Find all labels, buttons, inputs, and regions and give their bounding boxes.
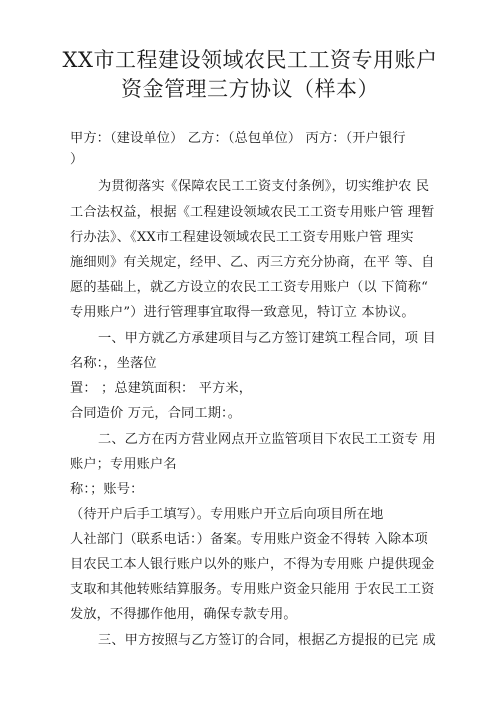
- preamble-line: 专用账户”）进行管理事宜取得一致意见，特订立 本协议。: [70, 305, 415, 320]
- clause-1-line: 名称：，坐落位: [70, 356, 157, 371]
- parties-line-continued: ）: [70, 152, 84, 167]
- clause-2-line: 目农民工本人银行账户以外的账户，不得为专用账 户提供现金: [70, 557, 435, 572]
- preamble-line: 工合法权益，根据《工程建设领域农民工工资专用账户管 理暂: [70, 205, 435, 220]
- clause-2-line: 支取和其他转账结算服务。专用账户资金只能用 于农民工工资: [70, 582, 435, 597]
- clause-2-line: 二、乙方在丙方营业网点开立监管项目下农民工工资专 用: [98, 432, 436, 447]
- clause-2-line: （待开户后手工填写）。专用账户开立后向项目所在地: [70, 507, 384, 522]
- preamble-line: 为贯彻落实《保障农民工工资支付条例》，切实维护农 民: [98, 179, 430, 194]
- preamble-line: 行办法》、《XX市工程建设领域农民工工资专用账户管 理实: [70, 230, 414, 245]
- clause-2-line: 账户；专用账户名: [70, 457, 177, 472]
- document-title-line-2: 资金管理三方协议（样本）: [121, 77, 379, 101]
- clause-3-line: 三、甲方按照与乙方签订的合同，根据乙方提报的已完 成: [98, 633, 436, 648]
- clause-2-line: 人社部门（联系电话：）备案。专用账户资金不得转 入除本项: [70, 532, 428, 547]
- parties-line: 甲方：（建设单位） 乙方：（总包单位） 丙方：（开户银行: [70, 131, 406, 146]
- clause-1-line: 置： ；总建筑面积： 平方米，: [70, 381, 253, 396]
- clause-1-line: 一、甲方就乙方承建项目与乙方签订建筑工程合同，项 目: [98, 331, 436, 346]
- document-title-line-1: XX市工程建设领域农民工工资专用账户: [62, 48, 438, 72]
- clause-2-line: 称：；账号：: [70, 482, 144, 497]
- preamble-line: 愿的基础上，就乙方设立的农民工工资专用账户（以 下简称“: [70, 280, 429, 295]
- clause-2-line: 发放，不得挪作他用，确保专款专用。: [70, 607, 297, 622]
- preamble-line: 施细则》有关规定，经甲、乙、丙三方充分协商，在平 等、自: [70, 255, 435, 270]
- clause-1-line: 合同造价 万元，合同工期：。: [70, 406, 242, 421]
